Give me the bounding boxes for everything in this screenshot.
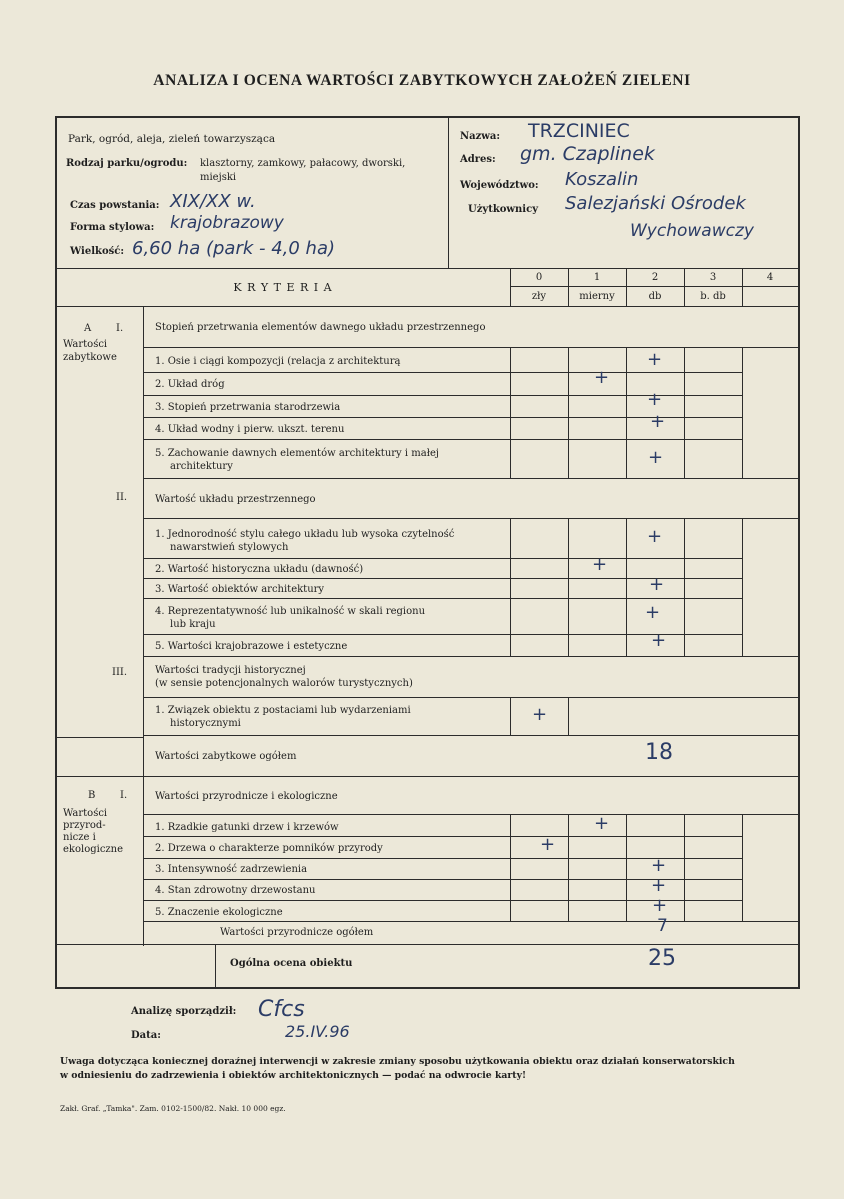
- wielkosc-label: Wielkość:: [70, 246, 125, 257]
- criterion-b-5: 5. Znaczenie ekologiczne: [155, 907, 283, 918]
- hdr-col-line-4: [742, 268, 743, 306]
- frame-left: [55, 116, 57, 989]
- criterion-a2-2: 2. Wartość historyczna układu (dawność): [155, 564, 364, 575]
- section-b-roman: I.: [120, 790, 128, 801]
- mark-a2-5: +: [651, 630, 667, 651]
- row-line: [143, 558, 743, 559]
- section-a-label-bottom: [55, 737, 143, 738]
- overall-label: Ogólna ocena obiektu: [230, 958, 353, 969]
- criterion-a1-4: 4. Układ wodny i pierw. ukszt. terenu: [155, 424, 345, 435]
- forma-value: krajobrazowy: [170, 213, 284, 233]
- criterion-a2-3: 3. Wartość obiektów architektury: [155, 584, 325, 595]
- hdr-col-line-2: [626, 268, 627, 306]
- criterion-a1-5-cont: architektury: [170, 461, 233, 472]
- col-1-num: 1: [593, 272, 601, 283]
- grid-col-4: [742, 518, 743, 656]
- group-2-title: Wartość układu przestrzennego: [155, 494, 316, 505]
- section-b-label-1: Wartości: [63, 808, 108, 819]
- mark-a2-4: +: [645, 602, 661, 623]
- section-a-roman-3: III.: [112, 667, 128, 678]
- section-a-roman: I.: [116, 323, 124, 334]
- data-value: 25.IV.96: [285, 1022, 350, 1041]
- grid-col-0: [510, 814, 511, 921]
- analiza-signature: Cfcs: [258, 997, 305, 1022]
- criterion-a1-1: 1. Osie i ciągi kompozycji (relacja z architekturą: [155, 356, 401, 367]
- mark-a1-1: +: [647, 349, 663, 370]
- czas-label: Czas powstania:: [70, 200, 160, 211]
- mark-b-2: +: [540, 834, 556, 855]
- col-1-label: mierny: [579, 291, 615, 302]
- mark-b-5: +: [652, 895, 668, 916]
- grid-col-3: [684, 518, 685, 656]
- group-1-title: Stopień przetrwania elementów dawnego układu przestrzennego: [155, 322, 486, 333]
- group-b-title: Wartości przyrodnicze i ekologiczne: [155, 791, 338, 802]
- section-a-label-1: Wartości: [63, 339, 108, 350]
- group-3-title-1: Wartości tradycji historycznej: [155, 665, 306, 676]
- criteria-subheader-line: [510, 286, 800, 287]
- group-3-title-2: (w sensie potencjonalnych walorów turystycznych): [155, 678, 413, 689]
- wojewodztwo-label: Województwo:: [460, 180, 539, 191]
- mark-a2-1: +: [647, 526, 663, 547]
- criterion-a1-2: 2. Układ dróg: [155, 379, 225, 390]
- uzytkownicy-label: Użytkownicy: [468, 204, 539, 215]
- mark-b-3: +: [651, 855, 667, 876]
- section-b-label-3: nicze i: [63, 832, 96, 843]
- section-a-letter: A: [84, 323, 92, 334]
- row-line: [143, 735, 800, 736]
- col-0-num: 0: [535, 272, 543, 283]
- total-zabytkowe-value: 18: [645, 740, 673, 765]
- frame-top: [55, 116, 800, 118]
- header-bottom: [55, 268, 800, 269]
- grid-col-2: [626, 814, 627, 921]
- overall-left-divider: [215, 944, 216, 988]
- frame-right: [798, 116, 800, 989]
- col-3-num: 3: [709, 272, 717, 283]
- data-label: Data:: [131, 1030, 161, 1041]
- grid-col-3: [684, 347, 685, 478]
- section-b-bottom: [55, 944, 800, 945]
- mark-a1-2: +: [594, 367, 610, 388]
- criterion-a3-1-cont: historycznymi: [170, 718, 241, 729]
- row-line: [143, 372, 743, 373]
- kryteria-heading: K R Y T E R I A: [233, 281, 333, 294]
- wojewodztwo-value: Koszalin: [565, 169, 639, 190]
- criterion-a3-1: 1. Związek obiektu z postaciami lub wydarzeniami: [155, 705, 411, 716]
- grid-col-1: [568, 347, 569, 478]
- mark-a1-5: +: [648, 447, 664, 468]
- rodzaj-options-2: miejski: [200, 172, 237, 183]
- forma-label: Forma stylowa:: [70, 222, 155, 233]
- row-line: [143, 518, 800, 519]
- rodzaj-options: klasztorny, zamkowy, pałacowy, dworski,: [200, 158, 406, 169]
- mark-b-1: +: [594, 813, 610, 834]
- total-przyrodnicze-label: Wartości przyrodnicze ogółem: [220, 927, 374, 938]
- row-line: [143, 697, 800, 698]
- grid-col-0: [510, 697, 511, 735]
- grid-col-2: [626, 347, 627, 478]
- criterion-b-4: 4. Stan zdrowotny drzewostanu: [155, 885, 316, 896]
- mark-a2-2: +: [592, 554, 608, 575]
- rodzaj-label: Rodzaj parku/ogrodu:: [66, 158, 188, 169]
- hdr-col-line-0: [510, 268, 511, 306]
- col-2-label: db: [648, 291, 662, 302]
- mark-a3-1: +: [532, 704, 548, 725]
- criterion-b-2: 2. Drzewa o charakterze pomników przyrody: [155, 843, 383, 854]
- adres-value: gm. Czaplinek: [520, 143, 655, 165]
- col-4-num: 4: [766, 272, 774, 283]
- grid-col-1: [568, 518, 569, 656]
- col-0-label: zły: [531, 291, 547, 302]
- section-a-bottom: [55, 776, 800, 777]
- grid-col-1: [568, 814, 569, 921]
- section-a-roman-2: II.: [116, 492, 128, 503]
- grid-col-4: [742, 347, 743, 478]
- row-line: [143, 478, 800, 479]
- czas-value: XIX/XX w.: [170, 191, 256, 212]
- col-2-num: 2: [651, 272, 659, 283]
- criterion-a2-4: 4. Reprezentatywność lub unikalność w skali regionu: [155, 606, 426, 617]
- header-divider: [448, 116, 449, 268]
- grid-col-2: [626, 518, 627, 656]
- section-a-label-2: zabytkowe: [63, 352, 117, 363]
- nazwa-label: Nazwa:: [460, 131, 501, 142]
- adres-label: Adres:: [460, 154, 496, 165]
- uzytkownicy-value-2: Wychowawczy: [630, 221, 754, 241]
- mark-a2-3: +: [649, 574, 665, 595]
- criterion-a1-3: 3. Stopień przetrwania starodrzewia: [155, 402, 341, 413]
- criterion-a2-1-cont: nawarstwień stylowych: [170, 542, 289, 553]
- criterion-b-3: 3. Intensywność zadrzewienia: [155, 864, 308, 875]
- row-line: [143, 814, 800, 815]
- section-b-label-2: przyrod-: [63, 820, 106, 831]
- criterion-b-1: 1. Rzadkie gatunki drzew i krzewów: [155, 822, 339, 833]
- uwaga-line-1: Uwaga dotycząca koniecznej doraźnej interwencji w zakresie zmiany sposobu użytkowania obiektu oraz działań konserwatorskich: [60, 1056, 735, 1067]
- form-title: ANALIZA I OCENA WARTOŚCI ZABYTKOWYCH ZAŁOŻEŃ ZIELENI: [153, 72, 691, 89]
- object-type-line: Park, ogród, aleja, zieleń towarzysząca: [68, 133, 276, 145]
- row-line: [143, 598, 743, 599]
- grid-col-0: [510, 518, 511, 656]
- criterion-a2-1: 1. Jednorodność stylu całego układu lub wysoka czytelność: [155, 529, 455, 540]
- section-b-letter: B: [88, 790, 96, 801]
- criterion-a1-5: 5. Zachowanie dawnych elementów architektury i małej: [155, 448, 439, 459]
- section-b-label-4: ekologiczne: [63, 844, 124, 855]
- criterion-a2-5: 5. Wartości krajobrazowe i estetyczne: [155, 641, 348, 652]
- grid-col-0: [510, 347, 511, 478]
- uzytkownicy-value: Salezjański Ośrodek: [565, 193, 746, 214]
- uwaga-line-2: w odniesieniu do zadrzewienia i obiektów architektonicznych — podać na odwrocie karty!: [60, 1070, 527, 1081]
- wielkosc-value: 6,60 ha (park - 4,0 ha): [132, 238, 336, 259]
- row-line: [143, 439, 743, 440]
- print-info: Zakł. Graf. „Tamka". Zam. 0102-1500/82. Nakł. 10 000 egz.: [60, 1104, 286, 1113]
- grid-col-1: [568, 697, 569, 735]
- hdr-col-line-1: [568, 268, 569, 306]
- overall-value: 25: [648, 946, 676, 971]
- grid-col-4: [742, 814, 743, 921]
- nazwa-value: TRZCINIEC: [528, 120, 630, 142]
- mark-a1-3: +: [647, 389, 663, 410]
- analiza-label: Analizę sporządził:: [131, 1006, 237, 1017]
- row-line: [143, 347, 800, 348]
- row-line: [143, 921, 800, 922]
- total-zabytkowe-label: Wartości zabytkowe ogółem: [155, 751, 297, 762]
- criteria-header-bottom: [55, 306, 800, 307]
- col-3-label: b. db: [700, 291, 726, 302]
- label-column-divider: [143, 306, 144, 946]
- grid-col-3: [684, 814, 685, 921]
- total-przyrodnicze-value: 7: [657, 916, 668, 936]
- mark-b-4: +: [651, 875, 667, 896]
- row-line: [143, 836, 743, 837]
- hdr-col-line-3: [684, 268, 685, 306]
- criterion-a2-4-cont: lub kraju: [170, 619, 216, 630]
- frame-bottom: [55, 987, 800, 989]
- row-line: [143, 656, 800, 657]
- mark-a1-4: +: [650, 411, 666, 432]
